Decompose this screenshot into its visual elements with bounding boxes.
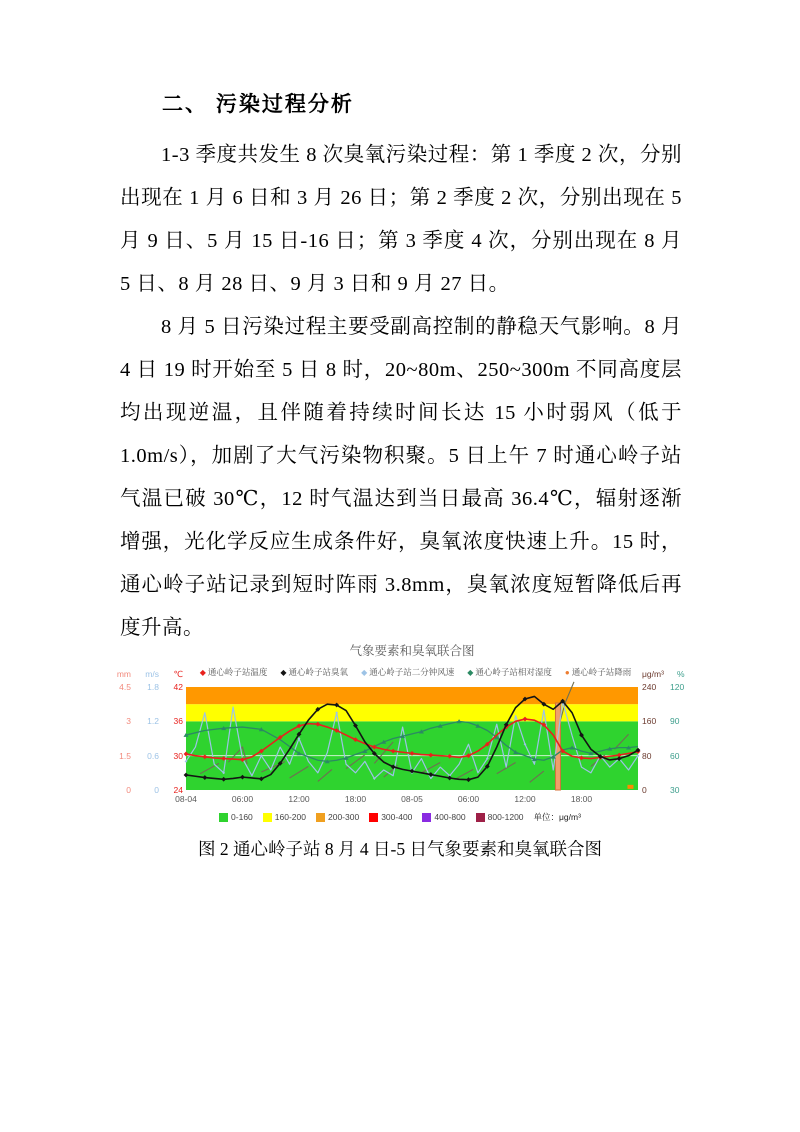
axis-ticks-ms [135,682,159,795]
concentration-band-legend [103,811,697,823]
band-item [476,812,524,822]
band-legend-unit: 单位：μg/m³ [533,812,581,822]
figure-caption: 图 2 通心岭子站 8 月 4 日-5 日气象要素和臭氧联合图 [198,839,602,859]
humidity-marker-icon: ◆ [467,668,474,677]
axis-unit-ms: m/s [145,669,159,679]
band-item [219,812,253,822]
band-swatch [316,813,325,822]
legend-item-humidity [467,666,552,678]
x-tick: 06:00 [457,794,480,804]
axis-tick: 160 [642,716,657,727]
axis-unit-percent: % [677,669,685,679]
band-label: 800-1200 [487,812,524,822]
legend-item-rain [565,666,631,678]
x-tick: 06:00 [231,794,254,804]
rain-marker-icon: ● [564,668,570,677]
band-item [422,812,465,822]
section-heading: 二、 污染过程分析 [162,93,354,116]
legend-label: 通心岭子站相对湿度 [475,667,552,677]
legend-label: 通心岭子站降雨 [571,667,632,677]
legend-label: 通心岭子站二分钟风速 [369,667,455,677]
x-tick: 12:00 [514,794,536,804]
axis-tick: 120 [670,682,685,692]
document-body [120,90,682,650]
paragraph-aug5-process: 8 月 5 日污染过程主要受副高控制的静稳天气影响。8 月 4 日 19 时开始至 5 日 8 时，20~80m、250~300m 不同高度层均出现逆温，且伴随着持续时间长达 15 小时弱风（低于 1.0m/s），加剧了大气污染物积聚。5 日上午 7 时通心岭子站气温已破 30℃，12 时气温达到当日最高 36.4℃，辐射逐渐增强，光化学反应生成条件好，臭氧浓度快速上升。15 时，通心岭子站记录到短时阵雨 3.8mm，臭氧浓度短暂降低后再度升高。 [120,316,682,639]
legend-label: 通心岭子站温度 [207,667,268,677]
legend-item-temperature [200,666,268,678]
band-swatch [369,813,378,822]
band-swatch [422,813,431,822]
axis-tick: 0 [642,785,647,795]
band-item [369,812,412,822]
plot-area [186,687,638,790]
axis-tick: 30 [670,785,680,795]
axis-tick: 24 [173,785,183,795]
axis-unit-celsius: ℃ [173,669,183,679]
x-tick: 18:00 [570,794,593,804]
band-label: 200-300 [328,812,360,822]
axis-ticks-celsius [159,682,183,795]
axis-ticks-percent [670,682,694,795]
band-label: 400-800 [434,812,466,822]
axis-tick: 80 [642,750,652,761]
band-item [316,812,359,822]
axis-tick: 42 [173,682,183,692]
legend-item-ozone [280,666,348,678]
axis-tick: 0 [126,785,131,795]
band-item [263,812,306,822]
legend-item-wind [361,666,454,678]
axis-ticks-ugm3 [642,682,666,795]
axis-tick: 90 [670,716,680,727]
band-swatch [476,813,485,822]
axis-tick: 3 [126,716,131,727]
temperature-marker-icon: ◆ [199,668,206,677]
x-tick: 08-04 [175,794,197,804]
axis-tick: 0.6 [147,750,159,761]
axis-tick: 240 [642,682,657,692]
axis-unit-mm: mm [116,669,131,679]
axis-ticks-mm [107,682,131,795]
axis-tick: 36 [173,716,183,727]
axis-tick: 60 [670,750,680,761]
chart-title: 气象要素和臭氧联合图 [349,644,475,658]
x-tick: 12:00 [288,794,310,804]
axis-tick: 1.8 [147,682,159,692]
paragraph-quarters: 1-3 季度共发生 8 次臭氧污染过程：第 1 季度 2 次，分别出现在 1 月 6 日和 3 月 26 日；第 2 季度 2 次，分别出现在 5 月 9 日、5 月 15 日-16 日；第 3 季度 4 次，分别出现在 8 月 5 日、8 月 28 日、9 月 3 日和 9 月 27 日。 [120,144,682,295]
x-tick: 08-05 [401,794,423,804]
axis-tick: 4.5 [119,682,131,692]
ozone-marker-icon: ◆ [280,668,287,677]
axis-tick: 1.2 [147,716,159,727]
band-swatch [219,813,228,822]
chart-legend [163,666,668,678]
axis-tick: 0 [154,785,159,795]
axis-unit-ugm3: μg/m³ [642,669,664,679]
band-label: 0-160 [231,812,253,822]
figure-chart [103,641,697,831]
wind-marker-icon: ◆ [361,668,368,677]
band-label: 160-200 [274,812,306,822]
axis-tick: 30 [173,750,183,761]
legend-label: 通心岭子站臭氧 [288,667,349,677]
x-tick: 18:00 [344,794,367,804]
band-label: 300-400 [381,812,413,822]
axis-tick: 1.5 [119,750,131,761]
band-swatch [263,813,272,822]
